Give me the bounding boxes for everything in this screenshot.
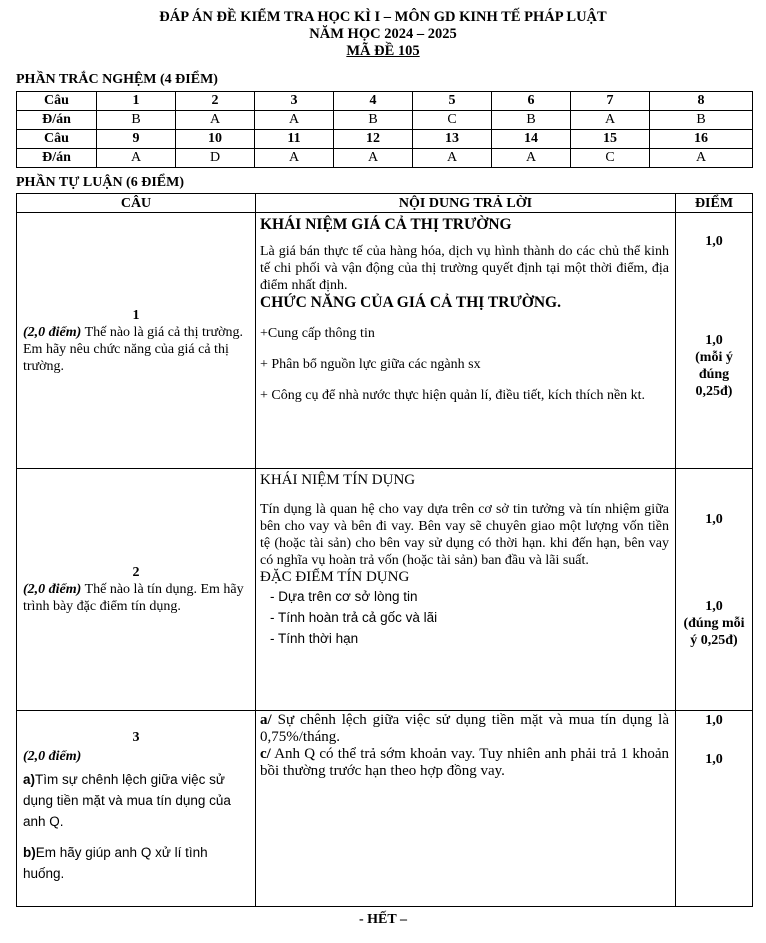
mc-row-questions-2 [17, 130, 753, 149]
end-marker: - HẾT – [359, 912, 407, 927]
mc-q: 1 [97, 92, 176, 111]
mc-a: A [255, 149, 334, 168]
points-cell [676, 711, 753, 907]
score: 1,0 [705, 752, 723, 767]
question-points: (2,0 điểm) [23, 582, 82, 597]
mc-q: 14 [492, 130, 571, 149]
exam-code: MÃ ĐỀ 105 [346, 43, 420, 59]
question-number: 3 [132, 730, 140, 745]
question-text [23, 324, 249, 375]
score: 1,0 [705, 713, 723, 728]
mc-a: A [255, 111, 334, 130]
answer-label: a/ [260, 712, 272, 728]
answer-text: Sự chênh lệch giữa việc sử dụng tiền mặt và mua tín dụng là 0,75%/tháng. [260, 712, 669, 745]
doc-title-line1: ĐÁP ÁN ĐỀ KIỂM TRA HỌC KÌ I – MÔN GD KINH TẾ PHÁP LUẬT [159, 9, 607, 25]
answer-label: c/ [260, 746, 271, 762]
list-item: + Công cụ để nhà nước thực hiện quản lí, điều tiết, kích thích nền kt. [260, 388, 646, 403]
mc-q: 6 [492, 92, 571, 111]
score-note: (đúng mỗi [683, 616, 745, 631]
mc-q: 13 [413, 130, 492, 149]
mc-label-answer: Đ/án [17, 149, 97, 168]
col-header-content: NỘI DUNG TRẢ LỜI [256, 194, 676, 213]
question-body: Thế nào là giá cả thị trường. Em hãy nêu chức năng của giá cả thị trường. [23, 324, 244, 374]
mc-row-answers-2 [17, 149, 753, 168]
col-header-question: CÂU [17, 194, 256, 213]
list-item: - Tính thời hạn [270, 631, 359, 646]
sub-question-a [23, 769, 249, 832]
essay-row-q3 [17, 711, 753, 907]
mc-answer-table [16, 91, 753, 168]
mc-a: A [650, 149, 753, 168]
question-points: (2,0 điểm) [23, 324, 82, 340]
mc-q: 16 [650, 130, 753, 149]
mc-a: B [650, 111, 753, 130]
sub-question-b [23, 842, 249, 884]
doc-title-line2: NĂM HỌC 2024 – 2025 [309, 26, 457, 42]
essay-row-q2 [17, 469, 753, 711]
mc-a: A [413, 149, 492, 168]
mc-a: A [97, 149, 176, 168]
mc-a: C [413, 111, 492, 130]
mc-a: B [97, 111, 176, 130]
score: 1,0 [705, 512, 723, 527]
list-item: - Dựa trên cơ sở lòng tin [270, 589, 418, 604]
mc-row-answers-1 [17, 111, 753, 130]
answer-heading: KHÁI NIỆM TÍN DỤNG [260, 472, 416, 488]
list-item: - Tính hoàn trả cả gốc và lãi [270, 610, 438, 625]
mc-q: 12 [334, 130, 413, 149]
answer-cell [256, 711, 676, 907]
score-note: đúng [698, 367, 730, 382]
sub-question-label: a) [23, 772, 36, 787]
answer-a [260, 712, 669, 746]
mc-a: B [334, 111, 413, 130]
sub-question-label: b) [23, 845, 36, 860]
question-number: 2 [132, 565, 140, 580]
answer-heading: KHÁI NIỆM GIÁ CẢ THỊ TRƯỜNG [260, 216, 512, 233]
sub-question-text: Em hãy giúp anh Q xử lí tình huống. [23, 845, 208, 881]
score-note: ý 0,25đ) [690, 633, 738, 648]
answer-paragraph: Là giá bán thực tế của hàng hóa, dịch vụ hình thành do các chủ thể kinh tế chi phối và vận động của thị trường quyết định tại một thời điểm, địa điểm nhất định. [260, 244, 669, 293]
question-number: 1 [132, 307, 140, 323]
mc-a: C [571, 149, 650, 168]
mc-a: A [176, 111, 255, 130]
mc-label-question: Câu [17, 130, 97, 149]
col-header-points: ĐIỂM [676, 194, 753, 213]
question-points: (2,0 điểm) [23, 749, 82, 764]
mc-q: 5 [413, 92, 492, 111]
answer-paragraph: Tín dụng là quan hệ cho vay dựa trên cơ sở tin tưởng và tín nhiệm giữa bên cho vay và bên đi vay. Bên vay sẽ chuyên giao một lượng vốn tiền tệ (hoặc tài sản) cho bên vay sử dụng có thời hạn. khi đến hạn, bên vay có nghĩa vụ hoàn trả vốn (hoặc tài sản) ban đầu và lãi suất. [260, 502, 669, 568]
mc-a: A [492, 149, 571, 168]
mc-a: D [176, 149, 255, 168]
answer-cell [256, 469, 676, 711]
mc-label-answer: Đ/án [17, 111, 97, 130]
answer-cell [256, 213, 676, 469]
mc-q: 2 [176, 92, 255, 111]
score: 1,0 [705, 333, 723, 348]
essay-row-q1 [17, 213, 753, 469]
score: 1,0 [705, 234, 723, 249]
list-item: + Phân bổ nguồn lực giữa các ngành sx [260, 357, 481, 372]
question-body: Thế nào là tín dụng. Em hãy trình bày đặc điểm tín dụng. [23, 582, 244, 614]
score-note: 0,25đ) [695, 384, 733, 399]
mc-q: 3 [255, 92, 334, 111]
mc-a: A [334, 149, 413, 168]
essay-section-title: PHẦN TỰ LUẬN (6 ĐIỂM) [16, 175, 184, 190]
list-item: +Cung cấp thông tin [260, 326, 375, 341]
mc-q: 10 [176, 130, 255, 149]
question-text [23, 581, 249, 615]
question-cell [17, 711, 256, 907]
answer-heading: ĐẶC ĐIỂM TÍN DỤNG [260, 569, 410, 585]
essay-header-row [17, 194, 753, 213]
mc-q: 15 [571, 130, 650, 149]
answer-heading: CHỨC NĂNG CỦA GIÁ CẢ THỊ TRƯỜNG. [260, 294, 561, 311]
mc-q: 8 [650, 92, 753, 111]
mc-section-title: PHẦN TRẮC NGHỆM (4 ĐIỂM) [16, 72, 218, 87]
mc-q: 11 [255, 130, 334, 149]
question-cell [17, 213, 256, 469]
score-note: (mỗi ý [695, 350, 733, 365]
points-cell [676, 213, 753, 469]
sub-question-text: Tìm sự chênh lệch giữa việc sử dụng tiền mặt và mua tín dụng của anh Q. [23, 772, 231, 829]
answer-text: Anh Q có thể trả sớm khoản vay. Tuy nhiên anh phải trả 1 khoản bồi thường trước hạn theo hợp đồng vay. [260, 746, 669, 779]
score: 1,0 [705, 599, 723, 614]
mc-q: 7 [571, 92, 650, 111]
mc-q: 9 [97, 130, 176, 149]
mc-a: A [571, 111, 650, 130]
question-cell [17, 469, 256, 711]
essay-answer-table [16, 193, 753, 907]
mc-a: B [492, 111, 571, 130]
mc-label-question: Câu [17, 92, 97, 111]
answer-c [260, 746, 669, 780]
points-cell [676, 469, 753, 711]
mc-q: 4 [334, 92, 413, 111]
mc-row-questions-1 [17, 92, 753, 111]
